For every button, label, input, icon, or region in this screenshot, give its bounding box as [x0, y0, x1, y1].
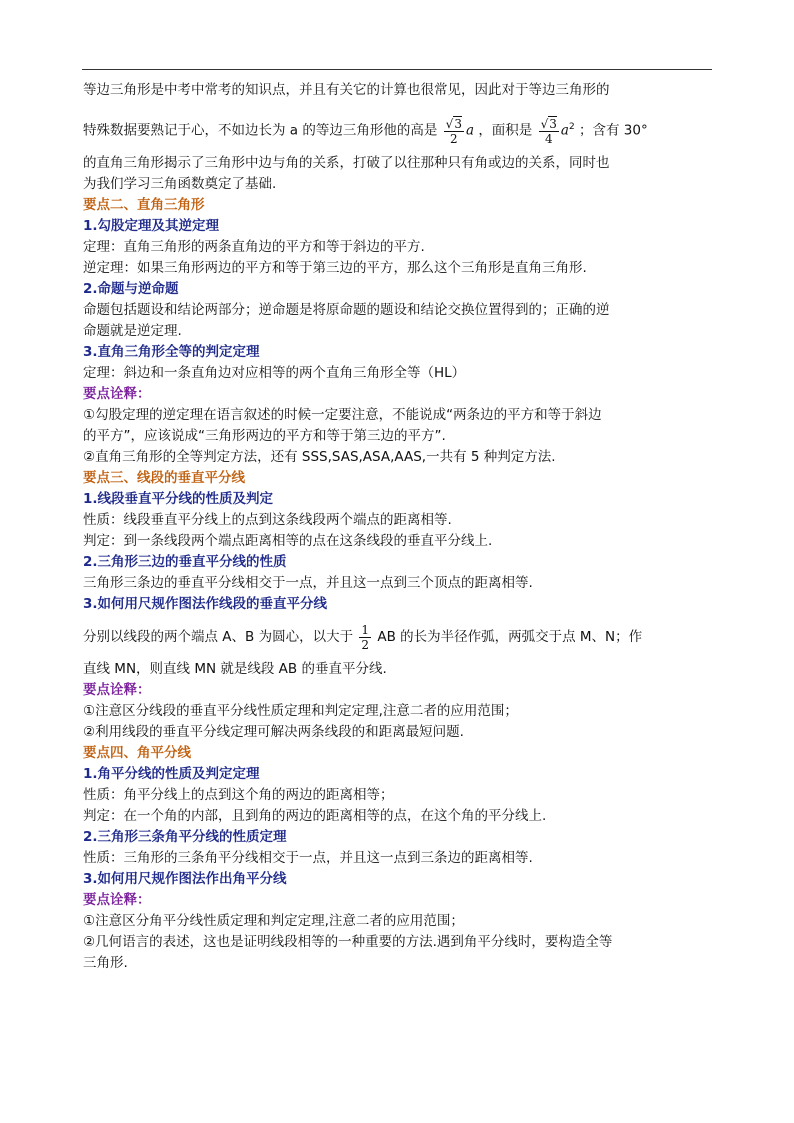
paragraph-3-2: 判定：到一条线段两个端点距离相等的点在这条线段的垂直平分线上. [83, 533, 493, 549]
note-3-1: ①注意区分线段的垂直平分线性质定理和判定定理,注意二者的应用范围； [83, 703, 518, 719]
area-fraction: $\frac{√3}{4}$ [540, 116, 557, 146]
area-exponent: 2 [568, 122, 575, 132]
area-radicand: 3 [549, 116, 557, 131]
paragraph-2-1: 定理：直角三角形的两条直角边的平方和等于斜边的平方. [83, 239, 425, 255]
subheading-4-1: 1.角平分线的性质及判定定理 [83, 766, 260, 782]
note-label-2: 要点诠释： [83, 386, 151, 402]
height-fraction: $\frac{√3}{2}$ [445, 116, 462, 146]
area-denominator: 4 [544, 131, 553, 146]
height-variable: a [465, 122, 475, 139]
half-denominator: 2 [361, 637, 370, 652]
height-radicand: 3 [454, 116, 462, 131]
note-2-2: 的平方”，应该说成“三角形两边的平方和等于第三边的平方”. [83, 428, 446, 444]
section-heading-3: 要点三、线段的垂直平分线 [83, 470, 245, 486]
paragraph-4-3: 性质：三角形的三条角平分线相交于一点，并且这一点到三条边的距离相等. [83, 850, 533, 866]
paragraph-2-3: 命题包括题设和结论两部分；逆命题是将原命题的题设和结论交换位置得到的；正确的逆 [83, 302, 610, 318]
paragraph-4-1: 性质：角平分线上的点到这个角的两边的距离相等； [83, 787, 394, 803]
paragraph-2-4: 命题就是逆定理. [83, 323, 182, 339]
section-heading-4: 要点四、角平分线 [83, 745, 191, 761]
area-variable: a [560, 122, 569, 139]
paragraph-2-2: 逆定理：如果三角形两边的平方和等于第三边的平方，那么这个三角形是直角三角形. [83, 260, 587, 276]
note-label-3: 要点诠释： [83, 682, 151, 698]
paragraph-3-4-start: 分别以线段的两个端点 A、B 为圆心，以大于 [83, 629, 354, 645]
height-denominator: 2 [449, 131, 458, 146]
paragraph-3-4 [83, 615, 715, 659]
intro-line-2 [83, 101, 715, 153]
subheading-3-2: 2.三角形三边的垂直平分线的性质 [83, 554, 287, 570]
header-rule [82, 69, 712, 70]
subheading-2-2: 2.命题与逆命题 [83, 281, 179, 297]
intro-line-4: 为我们学习三角函数奠定了基础. [83, 176, 277, 192]
subheading-3-1: 1.线段垂直平分线的性质及判定 [83, 491, 274, 507]
paragraph-3-4-end: AB 的长为半径作弧，两弧交于点 M、N；作 [377, 629, 643, 645]
paragraph-3-5: 直线 MN，则直线 MN 就是线段 AB 的垂直平分线. [83, 661, 387, 677]
intro-text-height: 特殊数据要熟记于心，不如边长为 a 的等边三角形他的高是 [83, 122, 438, 139]
note-label-4: 要点诠释： [83, 892, 151, 908]
document-body [83, 80, 715, 974]
paragraph-3-3: 三角形三条边的垂直平分线相交于一点，并且这一点到三个顶点的距离相等. [83, 575, 533, 591]
half-numerator: 1 [361, 622, 370, 637]
subheading-3-3: 3.如何用尺规作图法作线段的垂直平分线 [83, 596, 328, 612]
subheading-4-3: 3.如何用尺规作图法作出角平分线 [83, 871, 287, 887]
intro-line-3: 的直角三角形揭示了三角形中边与角的关系，打破了以往那种只有角或边的关系，同时也 [83, 155, 610, 171]
paragraph-2-5: 定理：斜边和一条直角边对应相等的两个直角三角形全等（HL） [83, 365, 466, 381]
subheading-2-3: 3.直角三角形全等的判定定理 [83, 344, 260, 360]
note-2-1: ①勾股定理的逆定理在语言叙述的时候一定要注意，不能说成“两条边的平方和等于斜边 [83, 407, 602, 423]
intro-text-area: ，面积是 [478, 122, 533, 139]
note-4-1: ①注意区分角平分线性质定理和判定定理,注意二者的应用范围； [83, 913, 464, 929]
section-heading-2: 要点二、直角三角形 [83, 197, 205, 213]
half-fraction [359, 623, 371, 652]
subheading-2-1: 1.勾股定理及其逆定理 [83, 218, 220, 234]
paragraph-3-1: 性质：线段垂直平分线上的点到这条线段两个端点的距离相等. [83, 512, 452, 528]
note-2-3: ②直角三角形的全等判定方法，还有 SSS,SAS,ASA,AAS,一共有 5 种判定方法. [83, 449, 556, 465]
note-3-2: ②利用线段的垂直平分线定理可解决两条线段的和距离最短问题. [83, 724, 464, 740]
intro-line-1: 等边三角形是中考中常考的知识点，并且有关它的计算也很常见，因此对于等边三角形的 [83, 82, 610, 98]
note-4-2: ②几何语言的表述，这也是证明线段相等的一种重要的方法.遇到角平分线时，要构造全等 [83, 934, 613, 950]
paragraph-4-2: 判定：在一个角的内部，且到角的两边的距离相等的点，在这个角的平分线上. [83, 808, 547, 824]
intro-text-30deg: ；含有 30° [579, 122, 648, 139]
subheading-4-2: 2.三角形三条角平分线的性质定理 [83, 829, 287, 845]
note-4-3: 三角形. [83, 955, 128, 971]
